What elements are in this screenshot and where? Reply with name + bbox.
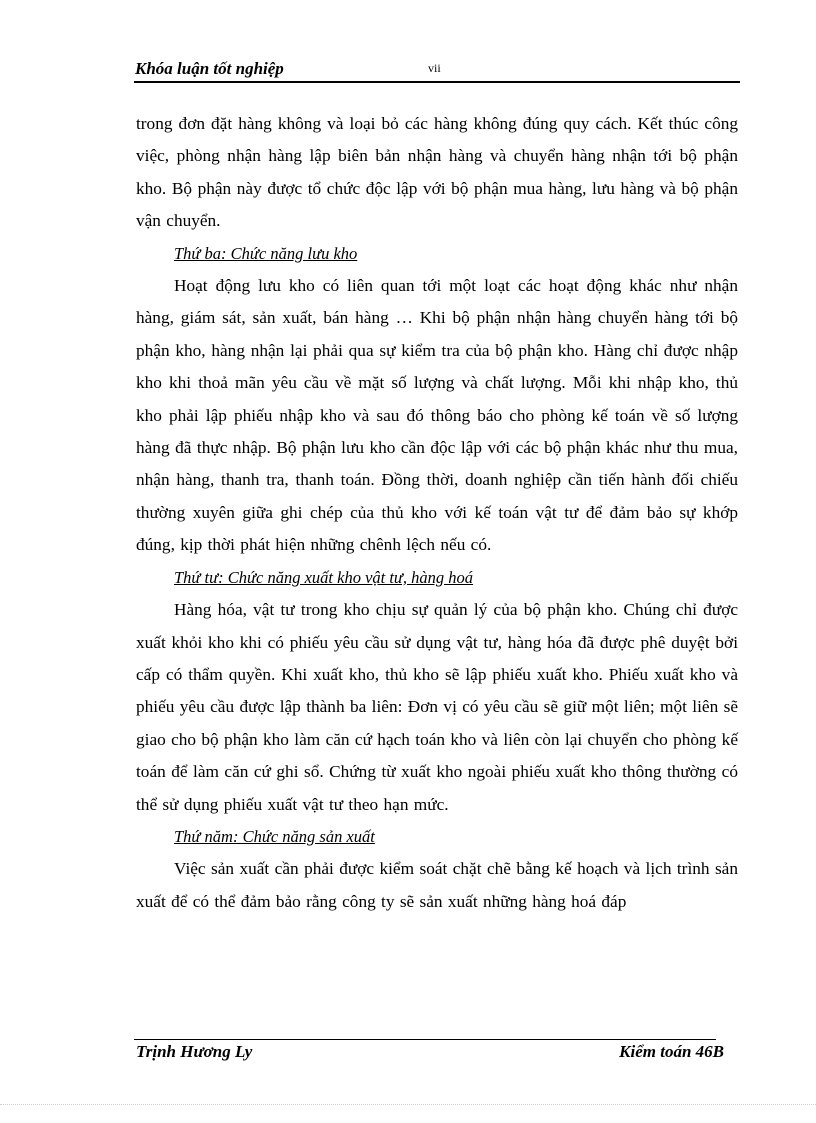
heading-production-function: Thứ năm: Chức năng sản xuất xyxy=(174,826,375,846)
page-header xyxy=(134,57,740,83)
paragraph-storage: Hoạt động lưu kho có liên quan tới một loạt các hoạt động khác như nhận hàng, giám sát, sản xuất, bán hàng … Khi bộ phận nhận hàng chuyển hàng tới bộ phận kho, hàng nhận lại phải qua sự kiểm tra của bộ phận kho. Hàng chỉ được nhập kho khi thoả mãn yêu cầu về mặt số lượng và chất lượng. Mỗi khi nhập kho, thủ kho phải lập phiếu nhập kho và sau đó thông báo cho phòng kế toán về số lượng hàng đã thực nhập. Bộ phận lưu kho cần độc lập với các bộ phận khác như thu mua, nhận hàng, thanh tra, thanh toán. Đồng thời, doanh nghiệp cần tiến hành đối chiếu thường xuyên giữa ghi chép của thủ kho với kế toán vật tư để đảm bảo sự khớp đúng, kịp thời phát hiện những chênh lệch nếu có. xyxy=(136,276,738,555)
footer-class: Kiểm toán 46B xyxy=(619,1042,724,1061)
page-number: vii xyxy=(428,61,441,75)
heading-storage-function: Thứ ba: Chức năng lưu kho xyxy=(174,243,358,263)
header-title: Khóa luận tốt nghiệp xyxy=(135,59,284,78)
document-body xyxy=(136,108,738,918)
page-edge-divider xyxy=(0,1104,816,1105)
paragraph-receiving-end: trong đơn đặt hàng không và loại bỏ các hàng không đúng quy cách. Kết thúc công việc, phòng nhận hàng lập biên bản nhận hàng và chuyển hàng nhận tới bộ phận kho. Bộ phận này được tổ chức độc lập với bộ phận mua hàng, lưu hàng và bộ phận vận chuyển. xyxy=(136,114,738,231)
paragraph-issue: Hàng hóa, vật tư trong kho chịu sự quản lý của bộ phận kho. Chúng chỉ được xuất khỏi kho khi có phiếu yêu cầu sử dụng vật tư, hàng hóa đã được phê duyệt bởi cấp có thẩm quyền. Khi xuất kho, thủ kho sẽ lập phiếu xuất kho. Phiếu xuất kho và phiếu yêu cầu được lập thành ba liên: Đơn vị có yêu cầu sẽ giữ một liên; một liên sẽ giao cho bộ phận kho làm căn cứ hạch toán kho và liên còn lại chuyển cho phòng kế toán để làm căn cứ ghi sổ. Chứng từ xuất kho ngoài phiếu xuất kho thông thường có thể sử dụng phiếu xuất vật tư theo hạn mức. xyxy=(136,600,738,814)
paragraph-production: Việc sản xuất cần phải được kiểm soát chặt chẽ bằng kế hoạch và lịch trình sản xuất để có thể đảm bảo rằng công ty sẽ sản xuất những hàng hoá đáp xyxy=(136,859,738,911)
page-footer xyxy=(134,1039,724,1061)
heading-issue-function: Thứ tư: Chức năng xuất kho vật tư, hàng hoá xyxy=(174,567,474,587)
footer-author: Trịnh Hương Ly xyxy=(136,1042,253,1061)
